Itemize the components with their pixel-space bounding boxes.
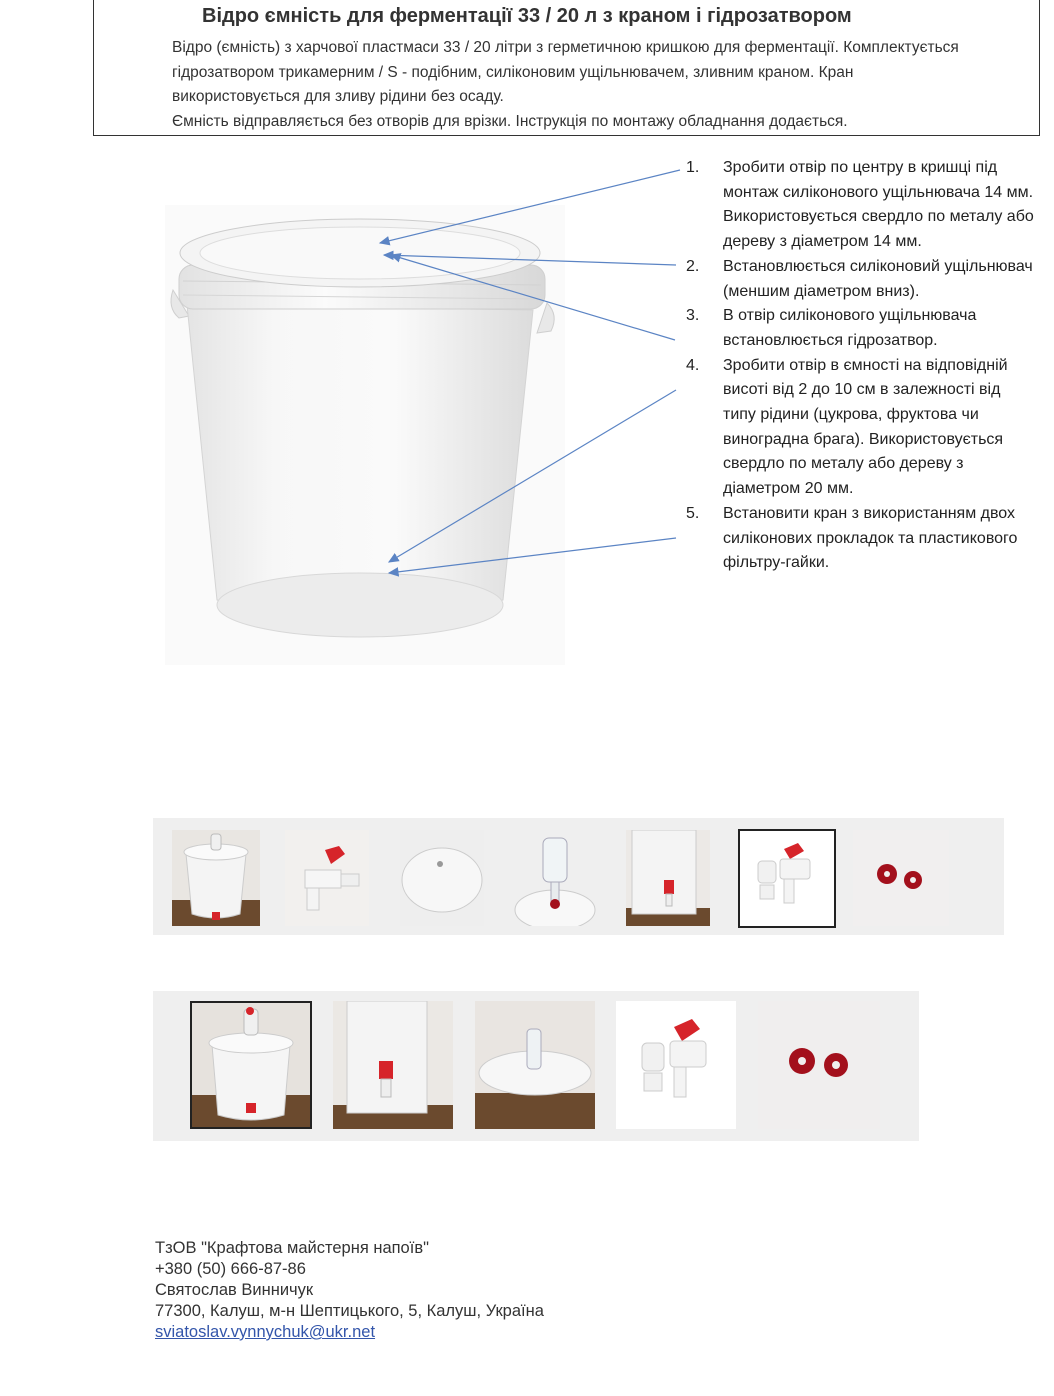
gaskets-thumb-image bbox=[853, 830, 949, 926]
step-item: 2. Встановлюється силіконовий ущільнювач (меншим діаметром вниз). bbox=[686, 257, 1033, 300]
step-item: 5. Встановити кран з використанням двох силіконових прокладок та пластикового фільтру-гайки. bbox=[686, 504, 1018, 572]
gallery-thumb[interactable] bbox=[400, 830, 484, 926]
description-line: гідрозатвором трикамерним / S - подібним, силіконовим ущільнювачем, зливним краном. Кран bbox=[172, 63, 854, 81]
company-name: ТзОВ "Крафтова майстерня напоїв" bbox=[155, 1239, 429, 1257]
step-item: 1. Зробити отвір по центру в кришці під монтаж силіконового ущільнювача 14 мм. Використовується свердло по металу або дереву з діаметром 14 мм. bbox=[686, 159, 1034, 251]
gallery-thumb[interactable] bbox=[626, 830, 710, 926]
description-line: використовується для зливу рідини без осаду. bbox=[172, 88, 504, 105]
description bbox=[172, 36, 1032, 134]
gallery-thumb[interactable] bbox=[853, 830, 949, 926]
gallery-thumb[interactable] bbox=[616, 1001, 736, 1129]
step-item: 3. В отвір силіконового ущільнювача встановлюється гідрозатвор. bbox=[686, 307, 977, 349]
email-link[interactable]: sviatoslav.vynnychuk@ukr.net bbox=[155, 1323, 376, 1341]
address: 77300, Калуш, м-н Шептицького, 5, Калуш, Україна bbox=[155, 1302, 544, 1320]
step-item: 4. Зробити отвір в ємності на відповідній висоті від 2 до 10 см в залежності від типу рідини (цукрова, фруктова чи виноградна брага). Використовується свердло по металу або дереву з діаметром 20 мм. bbox=[686, 356, 1008, 498]
description-line: Відро (ємність) з харчової пластмаси 33 / 20 літри з герметичною кришкою для ферментації. Комплектується bbox=[172, 39, 959, 56]
tap-parts-thumb-image bbox=[616, 1001, 736, 1129]
bucket-side-thumb-image bbox=[626, 830, 710, 926]
bucket-thumb-image bbox=[172, 830, 260, 926]
bucket-photo bbox=[165, 205, 565, 665]
header-box bbox=[93, 0, 1040, 136]
contact-info bbox=[155, 1238, 544, 1343]
page-title: Відро ємність для ферментації 33 / 20 л з краном і гідрозатвором bbox=[202, 5, 852, 27]
gallery-thumb-selected[interactable] bbox=[190, 1001, 312, 1129]
contact-name: Святослав Винничук bbox=[155, 1281, 314, 1299]
lid-airlock-thumb-image bbox=[475, 1001, 595, 1129]
gallery-strip-top bbox=[153, 818, 1004, 935]
gallery-thumb[interactable] bbox=[333, 1001, 453, 1129]
phone: +380 (50) 666-87-86 bbox=[155, 1260, 306, 1278]
gallery-thumb[interactable] bbox=[285, 830, 369, 926]
gallery-thumb-selected[interactable] bbox=[738, 829, 836, 928]
airlock-thumb-image bbox=[513, 830, 597, 926]
lid-thumb-image bbox=[400, 830, 484, 926]
gallery-thumb[interactable] bbox=[513, 830, 597, 926]
description-line: Ємність відправляється без отворів для врізки. Інструкція по монтажу обладнання додається. bbox=[172, 112, 848, 130]
bucket-airlock-thumb-image bbox=[192, 1003, 310, 1127]
gallery-strip-bottom bbox=[153, 991, 919, 1141]
bucket-illustration bbox=[165, 205, 565, 665]
gallery-thumb[interactable] bbox=[758, 1001, 880, 1129]
bucket-side-thumb-image bbox=[333, 1001, 453, 1129]
gaskets-thumb-image bbox=[758, 1001, 880, 1129]
gallery-thumb[interactable] bbox=[475, 1001, 595, 1129]
gallery-thumb[interactable] bbox=[172, 830, 260, 926]
tap-thumb-image bbox=[285, 830, 369, 926]
tap-parts-thumb-image bbox=[740, 831, 834, 926]
instruction-steps bbox=[686, 156, 1036, 576]
